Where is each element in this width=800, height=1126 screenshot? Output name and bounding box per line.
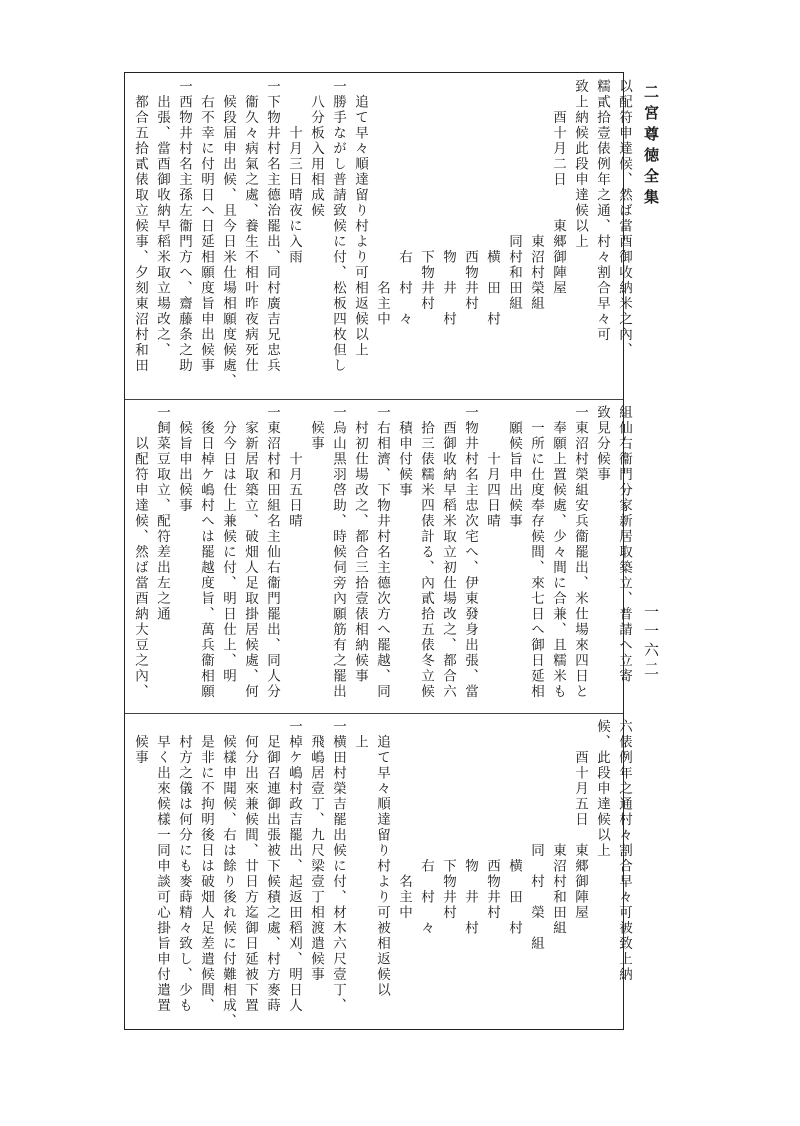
text-column: 右 村 々 xyxy=(396,79,412,327)
text-frame xyxy=(124,72,632,1030)
text-column: 後日棹ケ嶋村へは罷越度旨、萬兵衞相願 xyxy=(198,405,214,700)
text-column: 積申付候事 xyxy=(396,405,412,498)
text-column: 東沼村和田組 xyxy=(550,719,566,936)
text-column: 横 田 村 xyxy=(484,79,500,327)
text-column: 一勝手ながし普請致候に付、松板四枚但し xyxy=(330,79,346,374)
text-column: 追て早々順達留り村より可被相返候以 xyxy=(374,719,390,998)
text-column: 早く出來候樣一同申談可心掛旨申付遣置 xyxy=(154,719,170,1014)
text-column: 一烏山黒羽啓助、時候伺旁內願筋有之罷出 xyxy=(330,405,346,700)
text-column: 六俵例年之通村々割合早々可被致上納 xyxy=(616,719,632,983)
text-column: 飛嶋居壹丁、九尺梁壹丁相渡遣候事 xyxy=(308,719,324,983)
section-text xyxy=(129,405,635,707)
text-column: 十月三日晴夜に入雨 xyxy=(286,79,302,265)
text-column: 八分板入用相成候 xyxy=(308,79,324,219)
text-column: 名主中 xyxy=(396,719,412,921)
text-column: 物 井 村 xyxy=(462,719,478,936)
text-column: 一下物井村名主德治罷出、同村廣吉兄忠兵 xyxy=(264,79,280,374)
text-section-top xyxy=(129,79,632,395)
text-section-bottom xyxy=(129,719,632,1029)
text-column: 候樣申聞候、右は餘り後れ候に付難相成、 xyxy=(220,719,236,1029)
text-column: 願候旨申出候事 xyxy=(506,405,522,529)
text-column: 是非に不拘明後日は破畑人足差遣候間、 xyxy=(198,719,214,1014)
text-column: 奉願上置候處、少々間に合兼、且糯米も xyxy=(550,405,566,700)
text-column: 一飼菜豆取立、配符差出左之通 xyxy=(154,405,170,622)
text-column: 上 xyxy=(352,719,368,750)
section-divider xyxy=(125,399,623,400)
text-column: 追て早々順達留り村より可相返候以上 xyxy=(352,79,368,358)
text-column: 酉十月五日 東郷御陣屋 xyxy=(572,719,588,921)
text-column: 糯貳拾壹俵例年之通、村々割合早々可 xyxy=(594,79,610,343)
text-column: 一所に仕度奉存候間、來七日へ御日延相 xyxy=(528,405,544,700)
text-column: 十月五日晴 xyxy=(286,405,302,529)
text-column: 何分出來兼候間、廿日方迄御日延被下置 xyxy=(242,719,258,1014)
text-column: 東沼村榮組 xyxy=(528,79,544,312)
text-column: 候段届申出候、且今日米仕場相願度候處、 xyxy=(220,79,236,389)
text-column: 一西物井村名主孫左衞門方へ、齋藤条之助 xyxy=(176,79,192,374)
text-column: 以配符申達候、然ば當酉御收納米之內、 xyxy=(616,79,632,358)
text-column: 組仙右衞門分家新居取築立、普請へ立寄 xyxy=(616,405,632,684)
text-column: 物 井 村 xyxy=(440,79,456,327)
text-column: 下物井村 xyxy=(418,79,434,312)
text-column: 西物井村 xyxy=(462,79,478,312)
text-column: 一物井村名主忠次宅へ、伊東發身出張、當 xyxy=(462,405,478,700)
text-column: 候、此段申達候以上 xyxy=(594,719,610,859)
text-column: 右 村 々 xyxy=(418,719,434,936)
text-column: 下物井村 xyxy=(440,719,456,921)
text-column: 致上納候此段申達候以上 xyxy=(572,79,588,250)
text-column: 一棹ケ嶋村政吉罷出、起返田稻刈、明日人 xyxy=(286,719,302,1014)
text-column: 候旨申出候事 xyxy=(176,405,192,514)
text-column: 村方之儀は何分にも麥蒔精々致し、少も xyxy=(176,719,192,1014)
text-column: 衞久々病氣之處、養生不相叶昨夜病死仕 xyxy=(242,79,258,374)
book-title: 二宮尊徳全集 xyxy=(642,84,660,210)
text-column: 分今日は仕上兼候に付、明日仕上、明 xyxy=(220,405,236,684)
text-column: 右不幸に付明日へ日延相願度旨申出候事 xyxy=(198,79,214,374)
text-column: 拾三俵糯米四俵計る、內貳拾五俵冬立候 xyxy=(418,405,434,700)
section-text xyxy=(129,719,635,1029)
text-column: 出張、當酉御收納早稻米取立場改之、 xyxy=(154,79,170,358)
text-column: 村初仕場改之、都合三拾壹俵相納候事 xyxy=(352,405,368,684)
text-column: 一右相濟、下物井村名主德次方へ罷越、同 xyxy=(374,405,390,700)
text-column: 一東沼村榮組安兵衞罷出、米仕場來四日と xyxy=(572,405,588,700)
text-section-middle xyxy=(129,405,632,707)
text-column: 酉十月二日 東郷御陣屋 xyxy=(550,79,566,296)
text-column: 候事 xyxy=(308,405,324,452)
text-column: 一東沼村和田組名主仙右衞門罷出、同人分 xyxy=(264,405,280,700)
text-column: 致見分候事 xyxy=(594,405,610,483)
text-column: 名主中 xyxy=(374,79,390,327)
text-column: 同 村 榮 組 xyxy=(528,719,544,952)
text-column: 同村和田組 xyxy=(506,79,522,312)
text-column: 一横田村榮吉罷出候に付、材木六尺壹丁、 xyxy=(330,719,346,1014)
text-column: 以配符申達候、然ば當酉納大豆之內、 xyxy=(132,405,148,700)
text-column: 横 田 村 xyxy=(506,719,522,936)
text-column: 候事 xyxy=(132,719,148,766)
text-column: 都合五拾貳俵取立候事、夕刻東沼村和田 xyxy=(132,79,148,374)
section-text xyxy=(129,79,635,395)
text-column: 酉御收納早稻米取立初仕場改之、都合六 xyxy=(440,405,456,700)
text-column: 西物井村 xyxy=(484,719,500,921)
text-column: 家新居取築立、破畑人足取掛居候處、何 xyxy=(242,405,258,700)
text-column: 足御召連御出張被下候積之處、村方麥蒔 xyxy=(264,719,280,1014)
section-divider xyxy=(125,713,623,714)
text-column: 十月四日晴 xyxy=(484,405,500,529)
page-number: 一一六二 xyxy=(642,604,660,680)
